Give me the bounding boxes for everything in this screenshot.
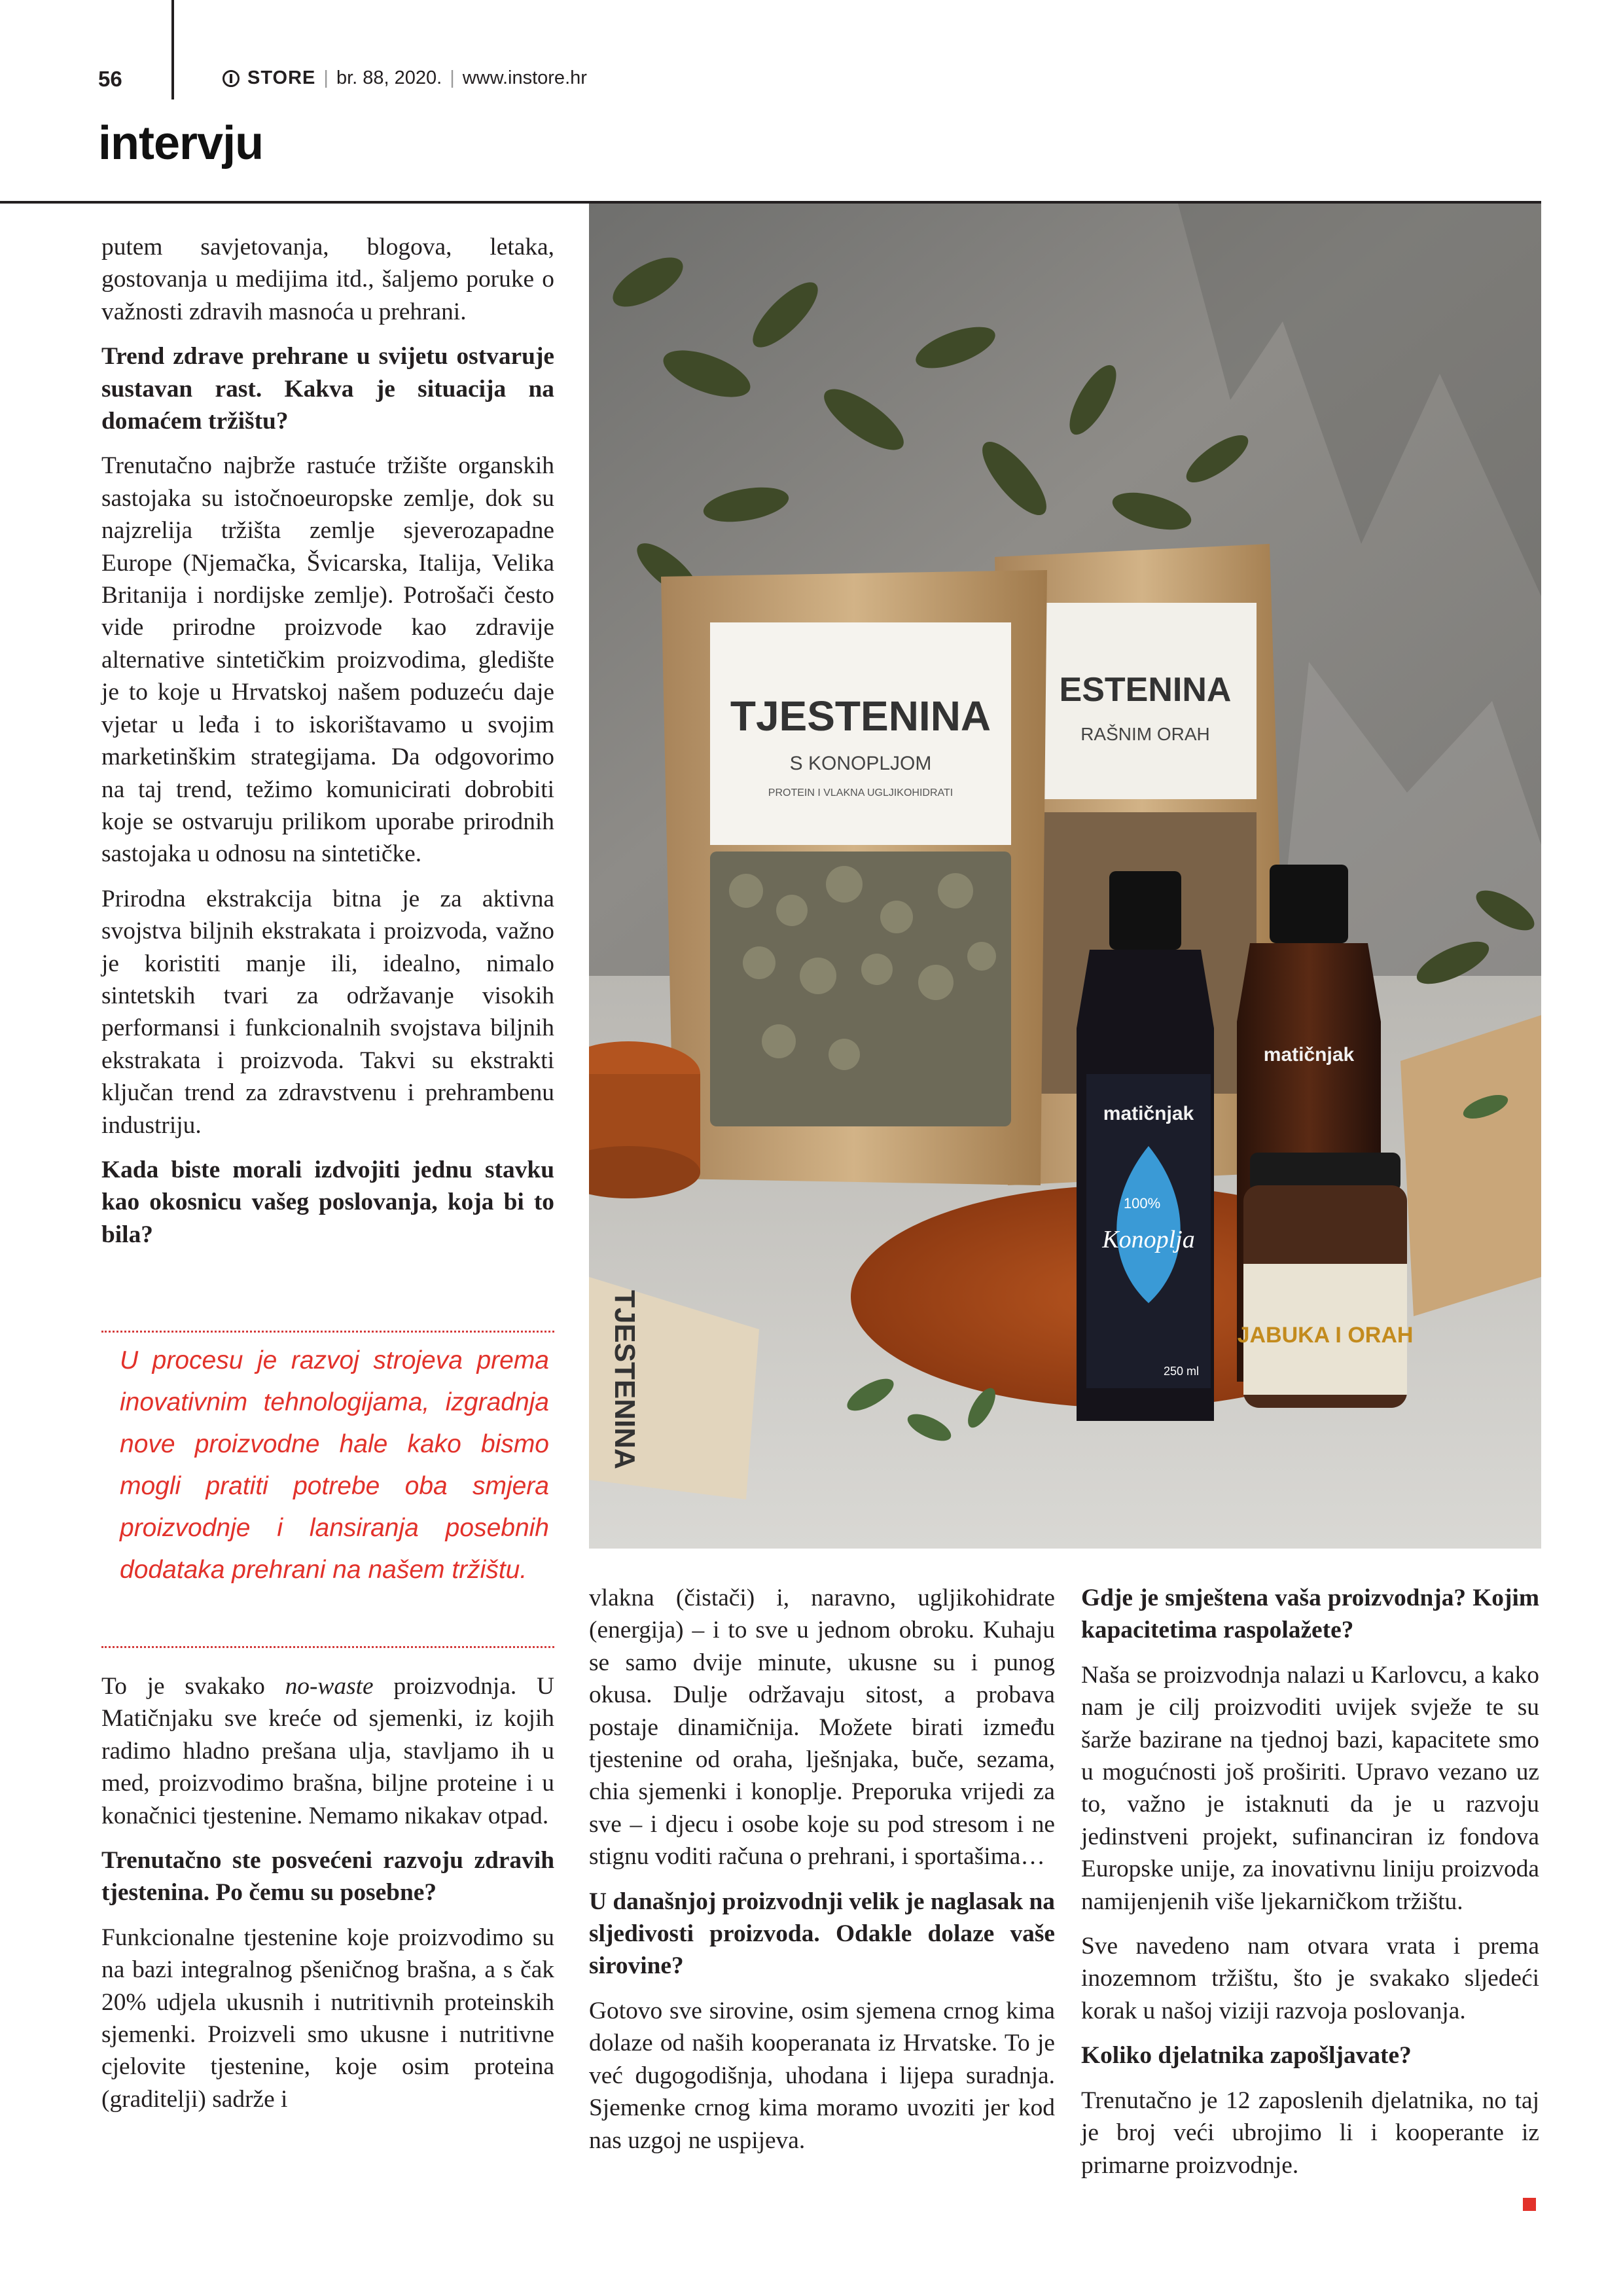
interview-question: Trenutačno ste posvećeni razvoju zdravih tjestenina. Po čemu su posebne? — [101, 1847, 554, 1907]
paragraph: Naša se proizvodnja nalazi u Karlovcu, a kako nam je cilj proizvoditi uvijek svježe te su šarže bazirane na tjednoj bazi, kapacitete smo u mogućnosti još proširiti. Upravo vezano uz to, važno je istaknuti da je u razvoju jedinstveni projekt, sufinanciran iz fondova Europske unije, za inovativnu liniju proizvoda namijenjenih više ljekarničkom tržištu. — [1081, 1661, 1539, 1915]
website-url[interactable]: www.instore.hr — [462, 67, 587, 88]
text-column-right — [1081, 1582, 1539, 2194]
paragraph: Trenutačno je 12 zaposlenih djelatnika, no taj je broj veći ubrojimo li i kooperante iz primarne proizvodnje. — [1081, 2087, 1539, 2179]
header-divider-line — [171, 0, 174, 99]
terracotta-bowls — [589, 1041, 700, 1198]
paragraph: putem savjetovanja, blogova, letaka, gostovanja u medijima itd., šaljemo poruke o važnosti zdravih masnoća u prehrani. — [101, 234, 554, 325]
bag-back-subtitle: RAŠNIM ORAH — [1080, 724, 1210, 744]
oil-bottle-front — [1077, 871, 1214, 1421]
bag-front-subtitle: S KONOPLJOM — [789, 753, 932, 774]
paragraph: Prirodna ekstrakcija bitna je za aktivna svojstva biljnih ekstrakata i proizvoda, važno je koristiti manje ili, idealno, nimalo sintetskih tvari za održavanje visokih performansi i funkcionalnih svojstava biljnih ekstrakata i proizvoda. Takvi su ekstrakti ključan trend za zdravstvenu i prehrambenu industriju. — [101, 885, 554, 1139]
paragraph: To je svakako no-waste proizvodnja. U Matičnjaku sve kreće od sjemenki, iz kojih radimo hladno prešana ulja, stavljamo ih u med, proizvodimo brašna, biljne proteine i u konačnici tjestenine. Nemamo nikakav otpad. — [101, 1673, 554, 1829]
issue-number: br. 88, 2020. — [336, 67, 442, 88]
jar-label: JABUKA I ORAH — [1237, 1323, 1414, 1348]
masthead-separator: | — [450, 67, 455, 88]
paragraph: Sve navedeno nam otvara vrata i prema inozemnom tržištu, što je svakako sljedeći korak u našoj viziji razvoja poslovanja. — [1081, 1933, 1539, 2024]
page-number: 56 — [98, 67, 122, 91]
pasta-bag-right — [1400, 1015, 1541, 1316]
article-end-mark — [1523, 2198, 1536, 2211]
interview-question: Gdje je smještena vaša proizvodnja? Kojim kapacitetima raspolažete? — [1081, 1585, 1539, 1644]
paragraph: Trenutačno najbrže rastuće tržište organskih sastojaka su istočnoeuropske zemlje, dok su najzrelija tržišta zemlje sjeverozapadne Europe (Njemačka, Švicarska, Italija, Velika Britanija i nordijske zemlje). Potrošači često vide prirodne proizvode kao zdravije alternative sintetičkim proizvodima, gledište je to koje u Hrvatskoj našem poduzeću daje vjetar u leđa i to iskorištavamo u svojim marketinškim strategijama. Da odgovorimo na taj trend, težimo komunicirati dobrobiti koje se ostvaruju prilikom uporabe prirodnih sastojaka u odnosu na sintetičke. — [101, 452, 554, 868]
interview-question: Trend zdrave prehrane u svijetu ostvaruje sustavan rast. Kakva je situacija na domaćem tržištu? — [101, 343, 554, 435]
masthead-separator: | — [323, 67, 329, 88]
text-column-left-top — [101, 231, 554, 1263]
bottle-product: Konoplja — [1102, 1226, 1195, 1253]
bag-front-small-text: PROTEIN I VLAKNA UGLJIKOHIDRATI — [768, 787, 954, 798]
bottle-percent: 100% — [1123, 1195, 1161, 1211]
honey-jar — [1238, 1153, 1414, 1408]
bottle-volume: 250 ml — [1163, 1365, 1200, 1378]
interview-question: Koliko djelatnika zapošljavate? — [1081, 2042, 1412, 2070]
bag-left-text: TJESTENINA — [609, 1290, 641, 1469]
paragraph: Funkcionalne tjestenine koje proizvodimo su na bazi integralnog pšeničnog brašna, a s čak 20% udjela ukusnih i nutritivnih proteinskih sjemenki. Proizveli smo ukusne i nutritivne cjelovite tjestenine, koje osim proteina (graditelji) sadrže i — [101, 1924, 554, 2113]
text-column-left-bottom — [101, 1670, 554, 2128]
product-photo — [589, 204, 1541, 1549]
interview-question: Kada biste morali izdvojiti jednu stavku kao okosnicu vašeg poslovanja, koja bi to bila? — [101, 1156, 554, 1248]
section-title: intervju — [98, 117, 264, 170]
text-column-middle — [589, 1582, 1055, 2169]
pull-quote: U procesu je razvoj strojeva prema inovativnim tehnologijama, izgradnja nove proizvodne hale kako bismo mogli pratiti potrebe oba smjera proizvodnje i lansiranja posebnih dodataka prehrani na našem tržištu. — [101, 1331, 554, 1648]
pasta-bag-front — [661, 570, 1047, 1185]
paragraph: Gotovo sve sirovine, osim sjemena crnog kima dolaze od naših kooperanata iz Hrvatske. To je već dugogodišnja, uhodana i lijepa suradnja. Sjemenke crnog kima moramo uvoziti jer kod nas uzgoj ne uspijeva. — [589, 1997, 1055, 2154]
brand-name: STORE — [247, 67, 316, 88]
bottle-brand: matičnjak — [1103, 1103, 1194, 1124]
bottle-back-brand: matičnjak — [1263, 1044, 1355, 1066]
store-logo-icon — [223, 70, 240, 87]
paragraph: vlakna (čistači) i, naravno, ugljikohidrate (energija) – i to sve u jednom obroku. Kuhaju se samo dvije minute, ukusne su i punog okusa. Dulje održavaju sitost, a probava postaje dinamičnija. Možete birati između tjestenine od oraha, lješnjaka, buče, sezama, chia sjemenki i konoplje. Preporuka vrijedi za sve – i djecu i osobe koje su pod stresom i ne stignu voditi računa o prehrani, i sportašima… — [589, 1585, 1055, 1871]
masthead — [223, 67, 587, 89]
interview-question: U današnjoj proizvodnji velik je naglasak na sljedivosti proizvoda. Odakle dolaze vaše sirovine? — [589, 1888, 1055, 1980]
bag-front-title: TJESTENINA — [730, 692, 991, 740]
bag-back-title: ESTENINA — [1059, 671, 1232, 709]
